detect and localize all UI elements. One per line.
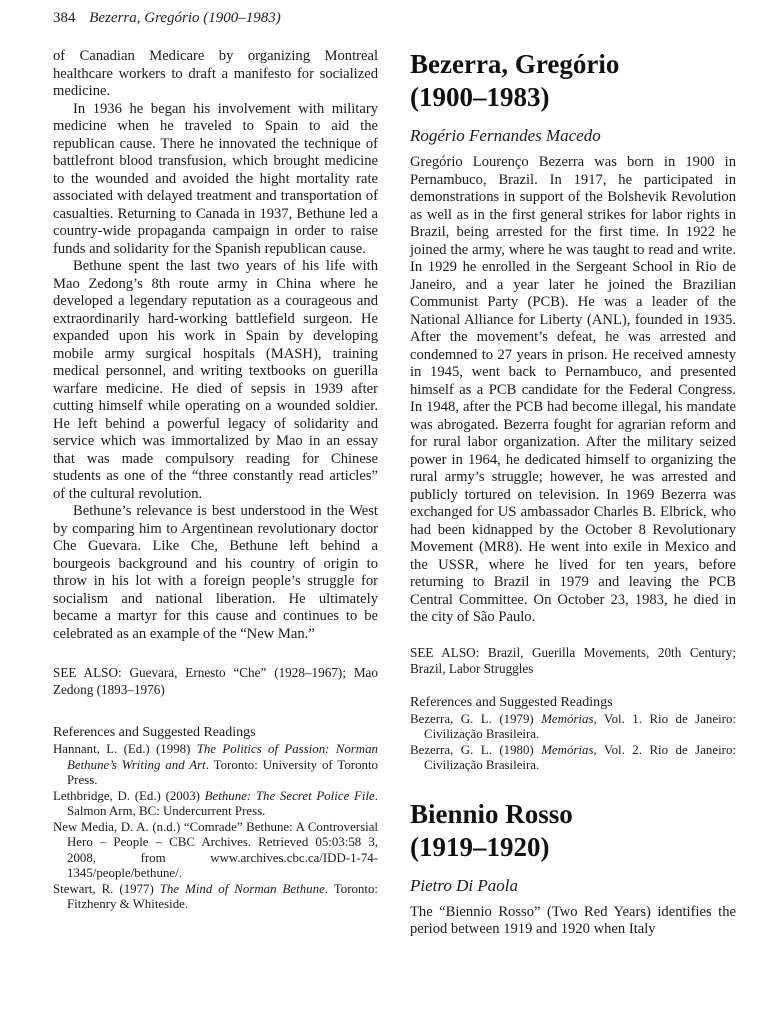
reference-item: Bezerra, G. L. (1980) Memórias, Vol. 2. Rio de Janeiro: Civilização Brasileira.: [410, 742, 736, 772]
running-head-title: Bezerra, Gregório (1900–1983): [89, 10, 281, 26]
bezerra-see-also: SEE ALSO: Brazil, Guerilla Movements, 20th Century; Brazil, Labor Struggles: [410, 644, 736, 676]
page-number: 384: [53, 10, 76, 26]
entry-author: Rogério Fernandes Macedo: [410, 126, 601, 145]
bezerra-body: Gregório Lourenço Bezerra was born in 1900 in Pernambuco, Brazil. In 1917, he participated in demonstrations in support of the Bolshevik Revolution as well as in the first general strikes for labor rights in Brazil, being arrested for the first time. In 1922 he joined the army, where he was taught to read and write. In 1929 he enrolled in the Sergeant School in Rio de Janeiro, and a year later he joined the Brazilian Communist Party (PCB). He was a leader of the National Alliance for Liberty (ANL), founded in 1935. After the movement’s defeat, he was arrested and condemned to 27 years in prison. He received amnesty in 1945, went back to Pernambuco, and presented himself as a PCB candidate for the Federal Congress. In 1948, after the PCB had become illegal, his mandate was abrogated. Bezerra fought for agrarian reform and for rural labor organization. After the military seized power in 1964, he dedicated himself to organizing the rural army’s struggle; however, he was arrested and publicly tortured on television. In 1969 Bezerra was exchanged for US ambassador Charles B. Elbrick, who had been kidnapped by the October 8 Revolutionary Movement (MR8). He went into exile in Mexico and the USSR, where he lived for ten years, before returning to Brazil in 1979 and leaving the PCB Central Committee. On October 23, 1983, he died in the city of São Paulo.: [410, 154, 736, 625]
biennio-body: The “Biennio Rosso” (Two Red Years) identifies the period between 1919 and 1920 when Italy: [410, 903, 736, 937]
reference-item: Stewart, R. (1977) The Mind of Norman Bethune. Toronto: Fitzhenry & Whiteside.: [53, 881, 378, 911]
entry-author: Pietro Di Paola: [410, 875, 518, 895]
bethune-see-also: SEE ALSO: Guevara, Ernesto “Che” (1928–1967); Mao Zedong (1893–1976): [53, 665, 378, 697]
entry-title-biennio: Biennio Rosso (1919–1920): [410, 798, 573, 862]
bethune-paragraph: In 1936 he began his involvement with military medicine when he traveled to Spain to aid the republican cause. There he innovated the technique of battlefront blood transfusion, which brought medicine to the wounded and avoided the hight mortality rate associated with delayed treatment and transportation of casualties. Returning to Canada in 1937, Bethune led a country-wide propaganda campaign in order to raise funds and solidarity for the Spanish republican cause.: [53, 100, 378, 257]
reference-item: Bezerra, G. L. (1979) Memórias, Vol. 1. Rio de Janeiro: Civilização Brasileira.: [410, 711, 736, 741]
bethune-refs-heading: References and Suggested Readings: [53, 725, 256, 740]
bezerra-refs-heading: References and Suggested Readings: [410, 694, 613, 710]
left-column: [53, 48, 378, 913]
right-column: [410, 48, 736, 939]
bethune-paragraph: Bethune spent the last two years of his life with Mao Zedong’s 8th route army in China where he developed a legendary reputation as a courageous and extraordinarily hard-working battlefield surgeon. He expanded upon his work in Spain by developing mobile army surgical hospitals (MASH), training medical personnel, and writing textbooks on guerilla warfare medicine. He died of sepsis in 1939 after cutting himself while operating on a wounded soldier. He left behind a powerful legacy of solidarity and service which was immortalized by Mao in an essay that was made compulsory reading for Chinese students as one of the “three constantly read articles” of the cultural revolution.: [53, 258, 378, 502]
entry-title-bezerra: Bezerra, Gregório (1900–1983): [410, 49, 620, 112]
bethune-paragraph: of Canadian Medicare by organizing Montreal healthcare workers to draft a manifesto for socialized medicine.: [53, 48, 378, 99]
bethune-paragraph: Bethune’s relevance is best understood in the West by comparing him to Argentinean revolutionary doctor Che Guevara. Like Che, Bethune left behind a bourgeois background and his country of origin to throw in his lot with a foreign people’s struggle for socialism and national liberation. He ultimately became a martyr for this cause and continues to be celebrated as an example of the “New Man.”: [53, 503, 378, 642]
running-head: [53, 10, 281, 27]
reference-item: Lethbridge, D. (Ed.) (2003) Bethune: The Secret Police File. Salmon Arm, BC: Undercurrent Press.: [53, 788, 378, 818]
reference-item: Hannant, L. (Ed.) (1998) The Politics of Passion: Norman Bethune’s Writing and Art. Toronto: University of Toronto Press.: [53, 742, 379, 787]
reference-item: New Media, D. A. (n.d.) “Comrade” Bethune: A Controversial Hero – People – CBC Archives. Retrieved 05:03:58 3, 2008, from www.archives.cbc.ca/IDD-1-74-1345/people/bethune/.: [53, 819, 378, 880]
